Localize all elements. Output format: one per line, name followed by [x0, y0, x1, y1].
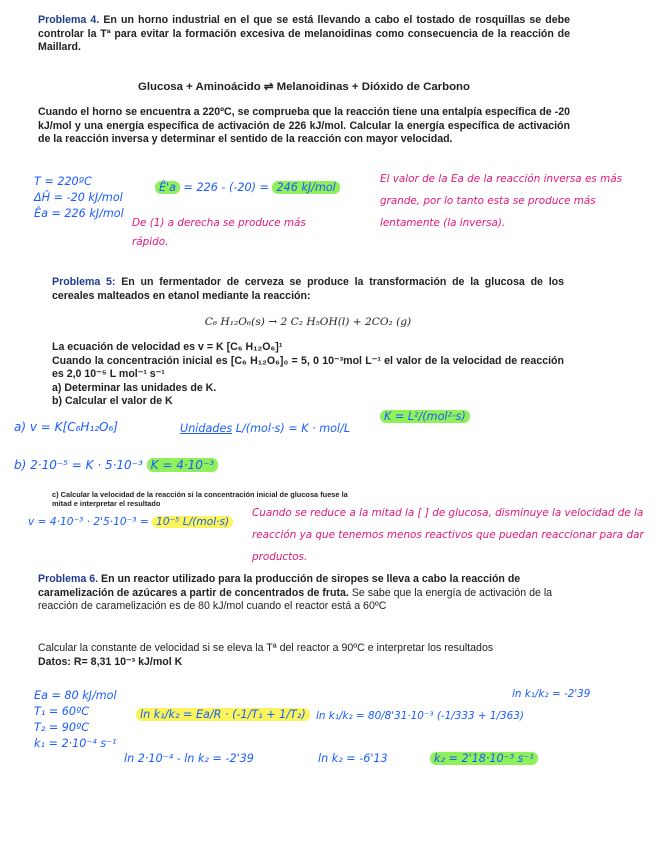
hw-p6-t1: T₁ = 60ºC	[34, 705, 90, 718]
hw-p6-step: ln 2·10⁻⁴ - ln k₂ = -2'39	[124, 752, 254, 765]
hw-p5-units-result-text: K = L²/(mol²·s)	[380, 410, 470, 423]
hw-p5-b	[14, 458, 218, 472]
hw-p5-units-label: Unidades	[180, 422, 233, 435]
hw-p5-b-result: K = 4·10⁻³	[147, 458, 218, 472]
hw-p4-data-t: T = 220ºC	[34, 175, 92, 188]
hw-p4-equation	[155, 181, 340, 194]
hw-p5-c-note: Cuando se reduce a la mitad la [ ] de glucosa, disminuye la velocidad de la reacción ya que tenemos menos reactivos que puedan reaccionar para dar productos.	[252, 507, 644, 563]
problem-6-datos: Datos: R= 8,31 10⁻³ kJ/mol K	[38, 655, 183, 668]
hw-p6-arrhenius	[136, 708, 310, 721]
problem-5-qb: b) Calcular el valor de K	[52, 395, 173, 408]
hw-p6-ea: Ea = 80 kJ/mol	[34, 689, 117, 702]
problem-4-title: Problema 4.	[38, 14, 100, 26]
hw-p6-k2	[430, 752, 538, 765]
hw-p4-note-right: El valor de la Ea de la reacción inversa es más grande, por lo tanto esta se produce más lentamente (la inversa).	[380, 173, 622, 229]
hw-p5-a-label: a)	[14, 420, 27, 434]
problem-5-statement	[52, 276, 564, 303]
problem-6-question: Calcular la constante de velocidad si se eleva la Tª del reactor a 90ºC e interpretar los resultados	[38, 642, 494, 654]
hw-p6-subst: ln k₁/k₂ = 80/8'31·10⁻³ (-1/333 + 1/363)	[316, 710, 524, 722]
hw-p4-eq-mid: = 226 - (-20) =	[180, 181, 273, 194]
hw-p6-t2: T₂ = 90ºC	[34, 721, 90, 734]
hw-p5-units-result	[380, 410, 470, 423]
hw-p6-data	[34, 688, 117, 752]
hw-p6-k1: k₁ = 2·10⁻⁴ s⁻¹	[34, 737, 117, 750]
hw-p5-units	[180, 422, 350, 435]
hw-p4-eq-lhs: Ê'a	[155, 181, 180, 194]
problem-5-qc: c) Calcular la velocidad de la reacción si la concentración inicial de glucosa fuese la mitad e interpretar el resultado	[52, 490, 348, 508]
problem-4-intro: En un horno industrial en el que se está llevando a cabo el tostado de rosquillas se debe controlar la Tª para evitar la formación excesiva de melanoidinas como consecuencia de la reacción de Maillard.	[38, 14, 571, 54]
problem-6-statement	[38, 573, 558, 614]
hw-p6-lnratio: ln k₁/k₂ = -2'39	[512, 688, 591, 700]
hw-p6-arrhenius-text: ln k₁/k₂ = Ea/R · (-1/T₁ + 1/T₂)	[136, 708, 310, 721]
problem-5-intro: En un fermentador de cerveza se produce la transformación de la glucosa de los cereales malteados en etanol mediante la reacción:	[52, 276, 564, 302]
hw-p5-c-result: 10⁻⁵ L/(mol·s)	[152, 516, 233, 528]
problem-5-reaction: C₆ H₁₂O₆(s) → 2 C₂ H₅OH(l) + 2CO₂ (g)	[204, 316, 412, 328]
hw-p5-a-eq: v = K[C₆H₁₂O₆]	[29, 420, 118, 434]
hw-p6-lnk2: ln k₂ = -6'13	[318, 752, 388, 765]
problem-6-question-block	[38, 642, 558, 669]
problem-5-rate: La ecuación de velocidad es v = K [C₆ H₁₂O₆]¹	[52, 341, 283, 353]
hw-p5-b-eq: b) 2·10⁻⁵ = K · 5·10⁻³	[14, 458, 143, 472]
problem-5-qa: a) Determinar las unidades de K.	[52, 381, 217, 394]
hw-p4-note-left: De (1) a derecha se produce más rápido.	[132, 217, 306, 248]
problem-5-conc: Cuando la concentración inicial es [C₆ H₁₂O₆]₀ = 5, 0 10⁻³mol L⁻¹ el valor de la velocidad de reacción es 2,0 10⁻⁵ L mol⁻¹ s⁻¹	[52, 354, 564, 381]
problem-6-title: Problema 6.	[38, 573, 99, 585]
hw-p4-eq-result: 246 kJ/mol	[272, 181, 339, 194]
hw-p5-c	[28, 516, 233, 528]
problem-6-intro: En un reactor utilizado para la producción de siropes se lleva a cabo la reacción de caramelización de azúcares a partir de concentrados de fruta.	[38, 573, 521, 599]
problem-4-statement	[38, 14, 570, 55]
hw-p4-data-ea: Êa = 226 kJ/mol	[34, 207, 124, 220]
problem-5-title: Problema 5:	[52, 276, 116, 288]
hw-p5-units-eq: L/(mol·s) = K · mol/L	[235, 422, 351, 435]
hw-p6-k2-text: k₂ = 2'18·10⁻³ s⁻¹	[430, 752, 538, 765]
hw-p5-c-eq: v = 4·10⁻³ · 2'5·10⁻³ =	[28, 516, 153, 528]
hw-p4-data	[34, 174, 124, 222]
problem-4-question: Cuando el horno se encuentra a 220ºC, se comprueba que la reacción tiene una entalpía específica de -20 kJ/mol y una energía específica de activación de 226 kJ/mol. Calcular la energía específica de activación de la reacción inversa y determinar el sentido de la reacción con mayor velocidad.	[38, 106, 570, 146]
problem-4-reaction: Glucosa + Aminoácido ⇌ Melanoidinas + Dióxido de Carbono	[138, 81, 470, 93]
problem-6-intro2: Se sabe que la energía de activación de la reacción de caramelización es de 80 kJ/mol cuando el reactor está a 60ºC	[38, 586, 553, 613]
hw-p4-data-h: ΔĤ = -20 kJ/mol	[34, 191, 123, 204]
hw-p5-a	[14, 420, 118, 434]
problem-5-body	[52, 341, 564, 409]
